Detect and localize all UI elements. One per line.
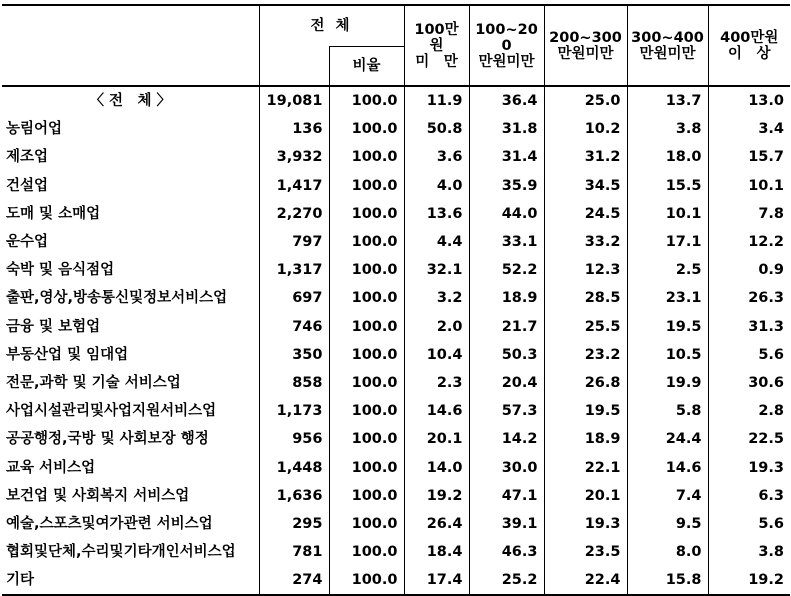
row-ratio: 100.0 — [329, 369, 404, 397]
row-100-200: 30.0 — [469, 453, 544, 481]
row-400-plus: 6.3 — [708, 482, 790, 510]
header-total: 전 체 — [259, 5, 404, 47]
row-300-400: 3.8 — [627, 115, 708, 143]
row-label: 보건업 및 사회복지 서비스업 — [6, 487, 190, 504]
header-col-400-plus-line1: 400만원 — [720, 29, 779, 46]
row-400-plus: 3.4 — [708, 115, 790, 143]
row-ratio: 100.0 — [329, 228, 404, 256]
header-corner-cell — [2, 5, 259, 85]
header-total-count-blank — [259, 47, 329, 86]
row-ratio: 100.0 — [329, 453, 404, 481]
row-under-100: 17.4 — [404, 566, 469, 595]
row-200-300: 22.4 — [544, 566, 627, 595]
row-100-200: 47.1 — [469, 482, 544, 510]
row-under-100: 4.0 — [404, 172, 469, 200]
row-100-200: 35.9 — [469, 172, 544, 200]
row-total: 2,270 — [259, 200, 329, 228]
row-label: 〈 전 체 〉 — [89, 93, 172, 110]
row-under-100: 2.0 — [404, 313, 469, 341]
row-100-200: 39.1 — [469, 510, 544, 538]
row-ratio: 100.0 — [329, 143, 404, 171]
row-300-400: 9.5 — [627, 510, 708, 538]
table-row — [2, 115, 790, 143]
table-row — [2, 369, 790, 397]
row-under-100: 19.2 — [404, 482, 469, 510]
table-row — [2, 228, 790, 256]
row-300-400: 8.0 — [627, 538, 708, 566]
table-row — [2, 86, 790, 115]
row-label: 출판,영상,방송통신및정보서비스업 — [6, 290, 228, 307]
row-label: 건설업 — [6, 177, 49, 194]
row-300-400: 24.4 — [627, 425, 708, 453]
header-col-200-300-line2: 만원미만 — [557, 45, 614, 62]
row-100-200: 52.2 — [469, 256, 544, 284]
table-row — [2, 341, 790, 369]
row-200-300: 18.9 — [544, 425, 627, 453]
row-100-200: 33.1 — [469, 228, 544, 256]
row-100-200: 46.3 — [469, 538, 544, 566]
row-400-plus: 7.8 — [708, 200, 790, 228]
row-total: 1,317 — [259, 256, 329, 284]
row-100-200: 50.3 — [469, 341, 544, 369]
row-200-300: 22.1 — [544, 453, 627, 481]
row-ratio: 100.0 — [329, 510, 404, 538]
row-400-plus: 5.6 — [708, 510, 790, 538]
table-row — [2, 397, 790, 425]
row-100-200: 44.0 — [469, 200, 544, 228]
row-ratio: 100.0 — [329, 313, 404, 341]
row-300-400: 2.5 — [627, 256, 708, 284]
row-200-300: 26.8 — [544, 369, 627, 397]
header-col-100-200-line2: 0 — [501, 37, 512, 54]
row-label: 예술,스포츠및여가관련 서비스업 — [6, 515, 213, 532]
row-400-plus: 26.3 — [708, 284, 790, 312]
row-400-plus: 0.9 — [708, 256, 790, 284]
row-label: 농림어업 — [6, 121, 63, 138]
row-label: 기타 — [6, 572, 35, 589]
row-total: 19,081 — [259, 86, 329, 115]
row-100-200: 31.8 — [469, 115, 544, 143]
row-ratio: 100.0 — [329, 341, 404, 369]
row-100-200: 14.2 — [469, 425, 544, 453]
row-total: 1,417 — [259, 172, 329, 200]
row-under-100: 26.4 — [404, 510, 469, 538]
row-ratio: 100.0 — [329, 566, 404, 595]
row-ratio: 100.0 — [329, 115, 404, 143]
row-label: 도매 및 소매업 — [6, 205, 101, 222]
header-col-under-100 — [404, 5, 469, 85]
row-total: 3,932 — [259, 143, 329, 171]
row-400-plus: 5.6 — [708, 341, 790, 369]
row-under-100: 11.9 — [404, 86, 469, 115]
row-200-300: 23.5 — [544, 538, 627, 566]
row-total: 274 — [259, 566, 329, 595]
row-100-200: 20.4 — [469, 369, 544, 397]
row-200-300: 19.5 — [544, 397, 627, 425]
row-total: 956 — [259, 425, 329, 453]
row-200-300: 12.3 — [544, 256, 627, 284]
row-ratio: 100.0 — [329, 86, 404, 115]
row-under-100: 32.1 — [404, 256, 469, 284]
row-under-100: 2.3 — [404, 369, 469, 397]
row-total: 295 — [259, 510, 329, 538]
row-300-400: 13.7 — [627, 86, 708, 115]
row-100-200: 57.3 — [469, 397, 544, 425]
row-200-300: 24.5 — [544, 200, 627, 228]
row-total: 858 — [259, 369, 329, 397]
header-col-300-400-line2: 만원미만 — [639, 45, 696, 62]
row-400-plus: 31.3 — [708, 313, 790, 341]
row-400-plus: 13.0 — [708, 86, 790, 115]
row-under-100: 18.4 — [404, 538, 469, 566]
row-300-400: 10.1 — [627, 200, 708, 228]
row-100-200: 36.4 — [469, 86, 544, 115]
row-ratio: 100.0 — [329, 482, 404, 510]
row-400-plus: 3.8 — [708, 538, 790, 566]
row-label: 전문,과학 및 기술 서비스업 — [6, 374, 181, 391]
row-label: 제조업 — [6, 149, 49, 166]
row-200-300: 23.2 — [544, 341, 627, 369]
header-col-200-300 — [544, 5, 627, 85]
row-400-plus: 12.2 — [708, 228, 790, 256]
row-400-plus: 19.2 — [708, 566, 790, 595]
row-total: 746 — [259, 313, 329, 341]
row-ratio: 100.0 — [329, 284, 404, 312]
row-under-100: 13.6 — [404, 200, 469, 228]
row-400-plus: 2.8 — [708, 397, 790, 425]
row-label: 사업시설관리및사업지원서비스업 — [6, 403, 217, 420]
row-label: 협회및단체,수리및기타개인서비스업 — [6, 544, 236, 561]
row-label: 운수업 — [6, 234, 49, 251]
row-under-100: 20.1 — [404, 425, 469, 453]
table-row — [2, 143, 790, 171]
table-row — [2, 284, 790, 312]
row-200-300: 31.2 — [544, 143, 627, 171]
row-under-100: 10.4 — [404, 341, 469, 369]
row-ratio: 100.0 — [329, 538, 404, 566]
header-col-under-100-line1: 100만 — [414, 21, 459, 38]
row-under-100: 3.6 — [404, 143, 469, 171]
row-400-plus: 19.3 — [708, 453, 790, 481]
table-row — [2, 425, 790, 453]
row-200-300: 25.0 — [544, 86, 627, 115]
row-total: 797 — [259, 228, 329, 256]
row-total: 1,173 — [259, 397, 329, 425]
row-label: 교육 서비스업 — [6, 459, 96, 476]
header-col-100-200 — [469, 5, 544, 85]
row-200-300: 19.3 — [544, 510, 627, 538]
row-under-100: 14.6 — [404, 397, 469, 425]
row-200-300: 33.2 — [544, 228, 627, 256]
row-total: 1,636 — [259, 482, 329, 510]
row-300-400: 18.0 — [627, 143, 708, 171]
row-under-100: 4.4 — [404, 228, 469, 256]
row-300-400: 15.8 — [627, 566, 708, 595]
header-col-400-plus-line2: 이 상 — [727, 45, 771, 62]
table-row — [2, 313, 790, 341]
row-ratio: 100.0 — [329, 256, 404, 284]
row-ratio: 100.0 — [329, 172, 404, 200]
row-200-300: 28.5 — [544, 284, 627, 312]
row-300-400: 15.5 — [627, 172, 708, 200]
row-total: 1,448 — [259, 453, 329, 481]
row-under-100: 3.2 — [404, 284, 469, 312]
header-col-400-plus — [708, 5, 790, 85]
table-row — [2, 538, 790, 566]
row-300-400: 17.1 — [627, 228, 708, 256]
income-distribution-table — [2, 4, 790, 596]
row-200-300: 25.5 — [544, 313, 627, 341]
row-label: 숙박 및 음식점업 — [6, 262, 115, 279]
row-100-200: 21.7 — [469, 313, 544, 341]
row-label: 금융 및 보험업 — [6, 318, 101, 335]
row-ratio: 100.0 — [329, 200, 404, 228]
row-200-300: 10.2 — [544, 115, 627, 143]
row-400-plus: 15.7 — [708, 143, 790, 171]
row-300-400: 10.5 — [627, 341, 708, 369]
table-row — [2, 482, 790, 510]
row-label: 부동산업 및 임대업 — [6, 346, 129, 363]
table-row — [2, 566, 790, 595]
row-100-200: 31.4 — [469, 143, 544, 171]
header-col-100-200-line3: 만원미만 — [478, 53, 535, 70]
row-under-100: 14.0 — [404, 453, 469, 481]
row-300-400: 7.4 — [627, 482, 708, 510]
row-label: 공공행정,국방 및 사회보장 행정 — [6, 431, 209, 448]
row-100-200: 18.9 — [469, 284, 544, 312]
row-100-200: 25.2 — [469, 566, 544, 595]
row-300-400: 5.8 — [627, 397, 708, 425]
row-400-plus: 22.5 — [708, 425, 790, 453]
row-300-400: 19.9 — [627, 369, 708, 397]
row-total: 697 — [259, 284, 329, 312]
row-200-300: 34.5 — [544, 172, 627, 200]
header-col-200-300-line1: 200~300 — [549, 29, 622, 46]
header-col-100-200-line1: 100~20 — [475, 21, 538, 38]
table-row — [2, 256, 790, 284]
table-row — [2, 453, 790, 481]
row-total: 781 — [259, 538, 329, 566]
row-under-100: 50.8 — [404, 115, 469, 143]
table-row — [2, 200, 790, 228]
header-ratio: 비율 — [329, 47, 404, 86]
row-total: 350 — [259, 341, 329, 369]
table-row — [2, 510, 790, 538]
row-ratio: 100.0 — [329, 425, 404, 453]
row-total: 136 — [259, 115, 329, 143]
header-col-under-100-line3: 미 만 — [415, 53, 458, 70]
row-300-400: 19.5 — [627, 313, 708, 341]
row-400-plus: 10.1 — [708, 172, 790, 200]
header-col-300-400 — [627, 5, 708, 85]
row-300-400: 23.1 — [627, 284, 708, 312]
header-col-under-100-line2: 원 — [429, 37, 444, 54]
header-col-300-400-line1: 300~400 — [631, 29, 704, 46]
row-200-300: 20.1 — [544, 482, 627, 510]
table-row — [2, 172, 790, 200]
row-ratio: 100.0 — [329, 397, 404, 425]
row-400-plus: 30.6 — [708, 369, 790, 397]
row-300-400: 14.6 — [627, 453, 708, 481]
